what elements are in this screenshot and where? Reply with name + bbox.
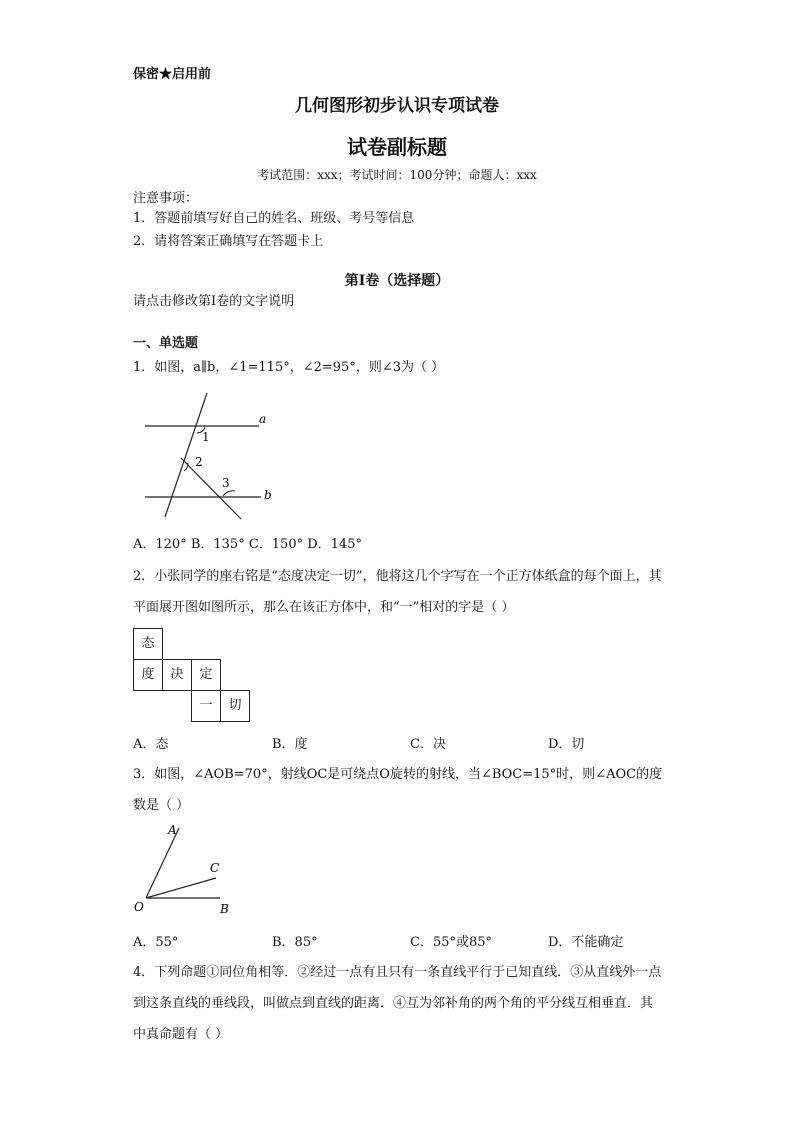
label-C: C [210,861,220,875]
net-face: 度 [134,660,163,691]
part-title: 一、单选题 [133,336,199,351]
exam-meta: 考试范围：xxx；考试时间：100分钟；命题人：xxx [257,168,537,182]
label-A: A [168,823,177,837]
ray-oa [146,828,179,898]
question-2-option-d: D．切 [548,737,585,752]
net-face: 定 [192,660,221,691]
angle-3-arc [223,491,235,496]
label-B: B [220,902,229,916]
question-3-option-b: B．85° [272,935,318,950]
net-face: 切 [221,691,250,722]
question-1-options: A．120° B．135° C．150° D．145° [133,537,362,552]
ray-oc [146,878,216,898]
label-b: b [264,488,272,502]
exam-title: 几何图形初步认识专项试卷 [295,96,499,116]
question-3-option-c: C．55°或85° [410,935,493,950]
confidential-stamp: 保密★启用前 [133,67,212,82]
question-3-figure [128,818,248,923]
net-face: 态 [134,629,163,660]
note-item: 1．答题前填写好自己的姓名、班级、考号等信息 [133,211,415,226]
question-3-option-d: D．不能确定 [548,935,624,950]
label-O: O [134,900,144,914]
label-2: 2 [195,455,203,469]
cube-net-figure [133,628,279,722]
section-description: 请点击修改第I卷的文字说明 [133,294,295,309]
question-3-option-a: A．55° [133,935,179,950]
second-transversal-line [181,458,241,519]
section-title: 第I卷（选择题） [344,273,450,289]
label-3: 3 [222,476,230,490]
question-2-stem: 2．小张同学的座右铭是“态度决定一切”，他将这几个字写在一个正方体纸盒的每个面上，其平面展开图如图所示，那么在该正方体中，和“一”相对的字是（ ） [133,569,662,615]
net-face: 决 [163,660,192,691]
exam-subtitle: 试卷副标题 [347,135,447,159]
question-1-figure [133,385,293,525]
question-2-option-c: C．决 [410,737,446,752]
question-3-stem: 3．如图，∠AOB=70°，射线OC是可绕点O旋转的射线，当∠BOC=15°时，则∠AOC的度数是（ ） [133,767,663,813]
label-a: a [259,412,267,426]
question-2-option-b: B．度 [272,737,308,752]
notes-heading: 注意事项： [133,191,199,206]
net-face: 一 [192,691,221,722]
note-item: 2．请将答案正确填写在答题卡上 [133,234,324,249]
question-2-option-a: A．态 [133,737,169,752]
label-1: 1 [202,430,210,444]
question-1-stem: 1．如图，a∥b，∠1=115°，∠2=95°，则∠3为（ ） [133,360,445,375]
question-4-stem: 4．下列命题①同位角相等．②经过一点有且只有一条直线平行于已知直线．③从直线外一点到这条直线的垂线段，叫做点到直线的距离．④互为邻补角的两个角的平分线互相垂直．其中真命题有（ ） [133,965,662,1042]
